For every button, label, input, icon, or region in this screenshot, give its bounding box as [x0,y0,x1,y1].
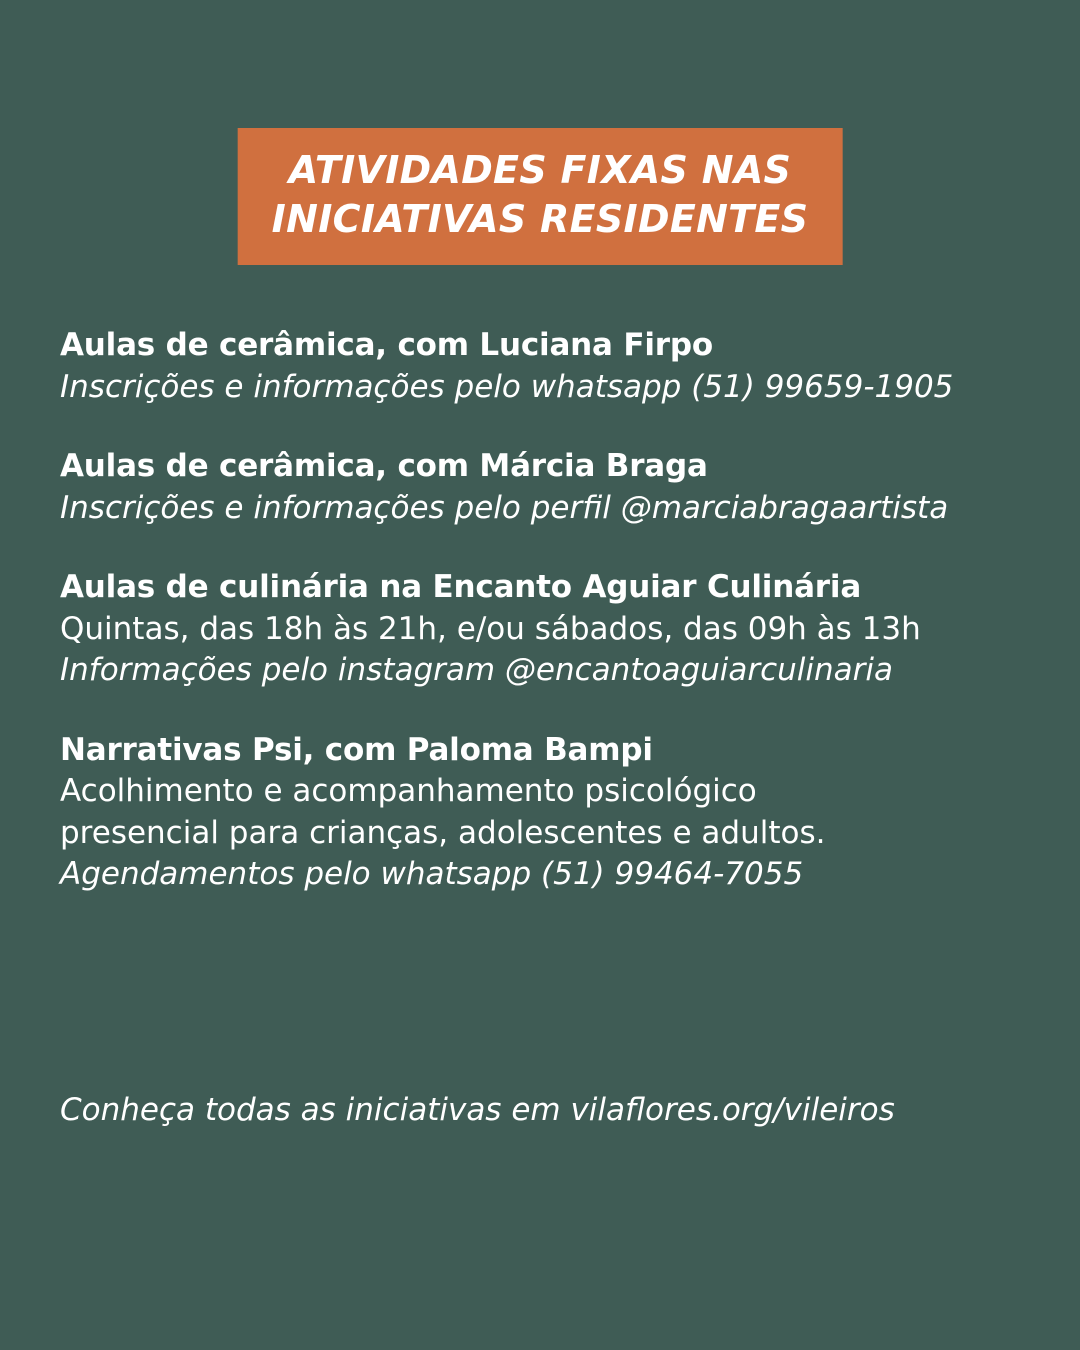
footer-note [60,1090,1020,1132]
activity-detail: Informações pelo instagram @encantoaguiarculinaria [60,652,894,689]
title-line-1: ATIVIDADES FIXAS NAS [288,148,792,192]
footer-text: Conheça todas as iniciativas em vilaflores.org/vileiros [60,1092,895,1128]
activity-block [60,325,1020,408]
activity-detail: Inscrições e informações pelo whatsapp (51) 99659-1905 [60,368,954,405]
title-banner [238,128,843,265]
activity-detail: Agendamentos pelo whatsapp (51) 99464-7055 [60,856,804,893]
activity-detail: presencial para crianças, adolescentes e adultos. [60,814,826,851]
activity-block [60,567,1020,692]
activities-list [60,325,1020,896]
activity-detail: Inscrições e informações pelo perfil @marciabragaartista [60,489,949,526]
activity-block [60,730,1020,896]
activity-detail: Acolhimento e acompanhamento psicológico [60,773,757,810]
activity-heading: Aulas de cerâmica, com Márcia Braga [60,448,708,485]
activity-heading: Aulas de cerâmica, com Luciana Firpo [60,327,713,363]
activity-heading: Aulas de culinária na Encanto Aguiar Culinária [60,569,862,606]
activity-heading: Narrativas Psi, com Paloma Bampi [60,731,653,768]
title-line-2: INICIATIVAS RESIDENTES [271,196,809,241]
activity-block [60,446,1020,529]
activity-detail: Quintas, das 18h às 21h, e/ou sábados, das 09h às 13h [60,610,921,647]
